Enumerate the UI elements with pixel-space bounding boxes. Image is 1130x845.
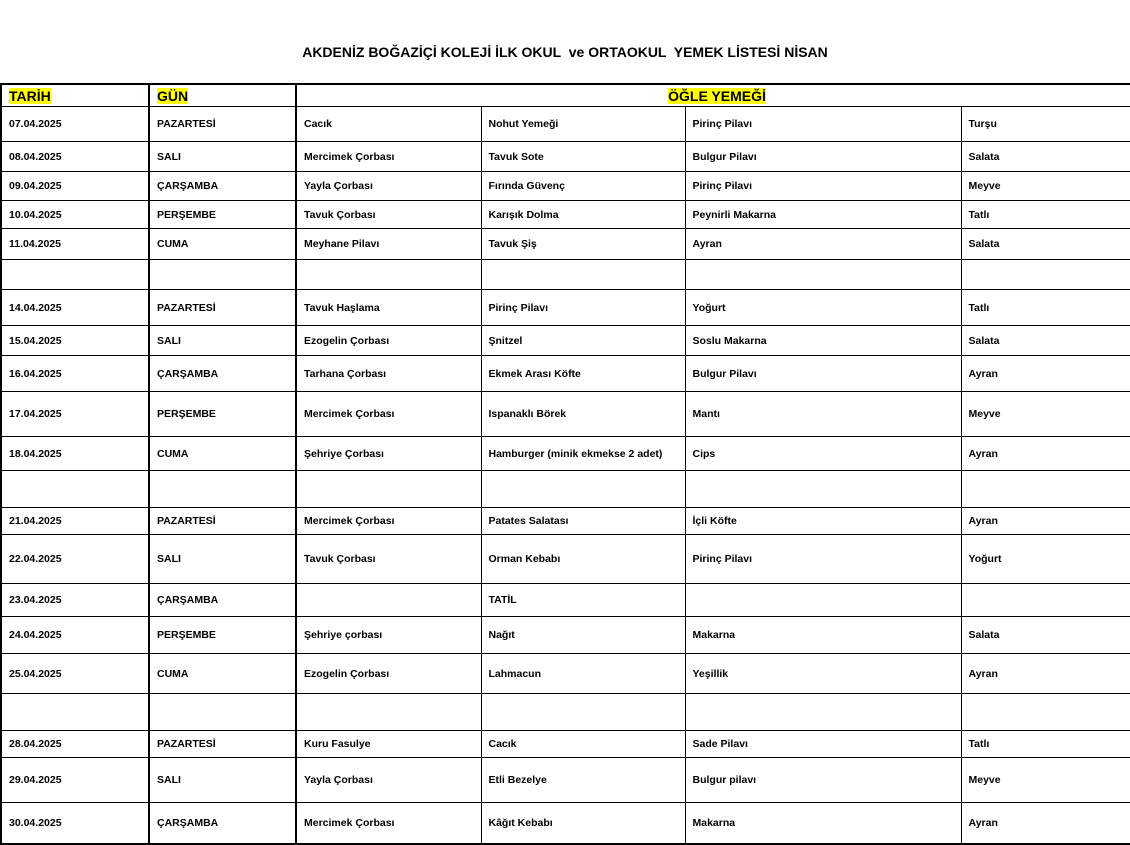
dish-4-cell: Ayran xyxy=(961,654,1130,694)
dish-1-cell: Tavuk Çorbası xyxy=(296,201,481,229)
dish-3-cell: Mantı xyxy=(685,392,961,437)
dish-2-cell: Fırında Güvenç xyxy=(481,172,685,201)
dish-3-cell xyxy=(685,694,961,731)
dish-2-cell: Hamburger (minik ekmekse 2 adet) xyxy=(481,437,685,471)
date-cell: 10.04.2025 xyxy=(1,201,149,229)
dish-2-cell: Lahmacun xyxy=(481,654,685,694)
dish-1-cell: Mercimek Çorbası xyxy=(296,142,481,172)
dish-4-cell: Ayran xyxy=(961,803,1130,844)
day-cell xyxy=(149,260,296,290)
table-row xyxy=(1,290,1130,326)
header-lunch-label: ÖĞLE YEMEĞİ xyxy=(668,87,766,104)
dish-1-cell: Mercimek Çorbası xyxy=(296,508,481,535)
dish-2-cell: Nağıt xyxy=(481,617,685,654)
dish-2-cell: Kâğıt Kebabı xyxy=(481,803,685,844)
header-day-label: GÜN xyxy=(157,87,189,104)
date-cell: 07.04.2025 xyxy=(1,107,149,142)
dish-1-cell: Yayla Çorbası xyxy=(296,758,481,803)
dish-1-cell: Tavuk Haşlama xyxy=(296,290,481,326)
day-cell: ÇARŞAMBA xyxy=(149,584,296,617)
dish-2-cell: Etli Bezelye xyxy=(481,758,685,803)
dish-3-cell: Ayran xyxy=(685,229,961,260)
dish-1-cell: Tarhana Çorbası xyxy=(296,356,481,392)
dish-4-cell: Ayran xyxy=(961,356,1130,392)
dish-4-cell: Tatlı xyxy=(961,201,1130,229)
dish-4-cell xyxy=(961,584,1130,617)
table-row xyxy=(1,803,1130,844)
dish-4-cell: Salata xyxy=(961,142,1130,172)
dish-4-cell: Tatlı xyxy=(961,731,1130,758)
dish-3-cell: Bulgur Pilavı xyxy=(685,142,961,172)
date-cell: 25.04.2025 xyxy=(1,654,149,694)
dish-2-cell xyxy=(481,471,685,508)
dish-2-cell: TATİL xyxy=(481,584,685,617)
dish-2-cell: Ispanaklı Börek xyxy=(481,392,685,437)
table-row xyxy=(1,142,1130,172)
dish-1-cell: Meyhane Pilavı xyxy=(296,229,481,260)
dish-3-cell xyxy=(685,260,961,290)
dish-2-cell xyxy=(481,694,685,731)
dish-3-cell: Yeşillik xyxy=(685,654,961,694)
date-cell: 23.04.2025 xyxy=(1,584,149,617)
header-lunch-cell xyxy=(296,84,1130,107)
header-date-cell xyxy=(1,84,149,107)
dish-4-cell: Ayran xyxy=(961,508,1130,535)
date-cell: 29.04.2025 xyxy=(1,758,149,803)
day-cell: SALI xyxy=(149,142,296,172)
dish-4-cell: Tatlı xyxy=(961,290,1130,326)
dish-3-cell: Makarna xyxy=(685,803,961,844)
table-row xyxy=(1,107,1130,142)
dish-1-cell: Mercimek Çorbası xyxy=(296,803,481,844)
dish-1-cell: Cacık xyxy=(296,107,481,142)
dish-3-cell: Bulgur pilavı xyxy=(685,758,961,803)
dish-4-cell: Salata xyxy=(961,229,1130,260)
dish-4-cell xyxy=(961,694,1130,731)
dish-2-cell xyxy=(481,260,685,290)
day-cell: ÇARŞAMBA xyxy=(149,172,296,201)
dish-1-cell xyxy=(296,584,481,617)
date-cell: 09.04.2025 xyxy=(1,172,149,201)
dish-4-cell: Meyve xyxy=(961,392,1130,437)
dish-2-cell: Orman Kebabı xyxy=(481,535,685,584)
day-cell: CUMA xyxy=(149,229,296,260)
table-row xyxy=(1,201,1130,229)
date-cell: 21.04.2025 xyxy=(1,508,149,535)
dish-2-cell: Patates Salatası xyxy=(481,508,685,535)
dish-4-cell xyxy=(961,471,1130,508)
dish-3-cell: Pirinç Pilavı xyxy=(685,107,961,142)
day-cell: SALI xyxy=(149,535,296,584)
day-cell xyxy=(149,694,296,731)
dish-3-cell: Peynirli Makarna xyxy=(685,201,961,229)
date-cell: 11.04.2025 xyxy=(1,229,149,260)
page-title: AKDENİZ BOĞAZİÇİ KOLEJİ İLK OKUL ve ORTAOKUL YEMEK LİSTESİ NİSAN xyxy=(302,44,828,60)
dish-4-cell: Turşu xyxy=(961,107,1130,142)
table-row xyxy=(1,617,1130,654)
table-row xyxy=(1,731,1130,758)
dish-3-cell: Yoğurt xyxy=(685,290,961,326)
date-cell: 08.04.2025 xyxy=(1,142,149,172)
header-date-label: TARİH xyxy=(9,87,51,104)
dish-1-cell: Şehriye Çorbası xyxy=(296,437,481,471)
dish-3-cell: Pirinç Pilavı xyxy=(685,172,961,201)
table-row xyxy=(1,694,1130,731)
day-cell: SALI xyxy=(149,758,296,803)
dish-3-cell: İçli Köfte xyxy=(685,508,961,535)
day-cell: PERŞEMBE xyxy=(149,201,296,229)
dish-4-cell: Salata xyxy=(961,617,1130,654)
day-cell: PAZARTESİ xyxy=(149,508,296,535)
date-cell xyxy=(1,694,149,731)
dish-3-cell: Cips xyxy=(685,437,961,471)
dish-4-cell: Salata xyxy=(961,326,1130,356)
dish-1-cell: Şehriye çorbası xyxy=(296,617,481,654)
dish-1-cell xyxy=(296,471,481,508)
table-row xyxy=(1,508,1130,535)
table-row xyxy=(1,437,1130,471)
table-row xyxy=(1,535,1130,584)
dish-3-cell xyxy=(685,584,961,617)
table-row xyxy=(1,471,1130,508)
dish-2-cell: Tavuk Sote xyxy=(481,142,685,172)
table-row xyxy=(1,326,1130,356)
dish-1-cell: Mercimek Çorbası xyxy=(296,392,481,437)
table-row xyxy=(1,260,1130,290)
date-cell: 16.04.2025 xyxy=(1,356,149,392)
date-cell xyxy=(1,471,149,508)
dish-1-cell xyxy=(296,694,481,731)
dish-2-cell: Ekmek Arası Köfte xyxy=(481,356,685,392)
table-row xyxy=(1,356,1130,392)
meal-table xyxy=(0,83,1130,845)
dish-3-cell: Makarna xyxy=(685,617,961,654)
table-row xyxy=(1,392,1130,437)
dish-4-cell: Ayran xyxy=(961,437,1130,471)
table-row xyxy=(1,229,1130,260)
dish-1-cell xyxy=(296,260,481,290)
date-cell: 18.04.2025 xyxy=(1,437,149,471)
date-cell xyxy=(1,260,149,290)
date-cell: 28.04.2025 xyxy=(1,731,149,758)
date-cell: 22.04.2025 xyxy=(1,535,149,584)
day-cell xyxy=(149,471,296,508)
date-cell: 30.04.2025 xyxy=(1,803,149,844)
date-cell: 14.04.2025 xyxy=(1,290,149,326)
date-cell: 17.04.2025 xyxy=(1,392,149,437)
dish-3-cell xyxy=(685,471,961,508)
dish-3-cell: Soslu Makarna xyxy=(685,326,961,356)
dish-2-cell: Tavuk Şiş xyxy=(481,229,685,260)
dish-4-cell xyxy=(961,260,1130,290)
dish-2-cell: Şnitzel xyxy=(481,326,685,356)
day-cell: CUMA xyxy=(149,654,296,694)
dish-2-cell: Karışık Dolma xyxy=(481,201,685,229)
day-cell: ÇARŞAMBA xyxy=(149,356,296,392)
table-row xyxy=(1,172,1130,201)
table-header-row xyxy=(1,84,1130,107)
header-day-cell xyxy=(149,84,296,107)
day-cell: PAZARTESİ xyxy=(149,290,296,326)
dish-4-cell: Meyve xyxy=(961,758,1130,803)
date-cell: 15.04.2025 xyxy=(1,326,149,356)
day-cell: PERŞEMBE xyxy=(149,617,296,654)
dish-1-cell: Kuru Fasulye xyxy=(296,731,481,758)
dish-4-cell: Meyve xyxy=(961,172,1130,201)
day-cell: PERŞEMBE xyxy=(149,392,296,437)
day-cell: PAZARTESİ xyxy=(149,731,296,758)
dish-2-cell: Cacık xyxy=(481,731,685,758)
dish-2-cell: Nohut Yemeği xyxy=(481,107,685,142)
date-cell: 24.04.2025 xyxy=(1,617,149,654)
dish-2-cell: Pirinç Pilavı xyxy=(481,290,685,326)
dish-4-cell: Yoğurt xyxy=(961,535,1130,584)
dish-3-cell: Sade Pilavı xyxy=(685,731,961,758)
table-row xyxy=(1,758,1130,803)
meal-table-body xyxy=(1,84,1130,844)
day-cell: CUMA xyxy=(149,437,296,471)
day-cell: SALI xyxy=(149,326,296,356)
table-row xyxy=(1,584,1130,617)
dish-1-cell: Yayla Çorbası xyxy=(296,172,481,201)
day-cell: ÇARŞAMBA xyxy=(149,803,296,844)
dish-1-cell: Tavuk Çorbası xyxy=(296,535,481,584)
dish-3-cell: Bulgur Pilavı xyxy=(685,356,961,392)
dish-1-cell: Ezogelin Çorbası xyxy=(296,654,481,694)
day-cell: PAZARTESİ xyxy=(149,107,296,142)
dish-1-cell: Ezogelin Çorbası xyxy=(296,326,481,356)
dish-3-cell: Pirinç Pilavı xyxy=(685,535,961,584)
table-row xyxy=(1,654,1130,694)
